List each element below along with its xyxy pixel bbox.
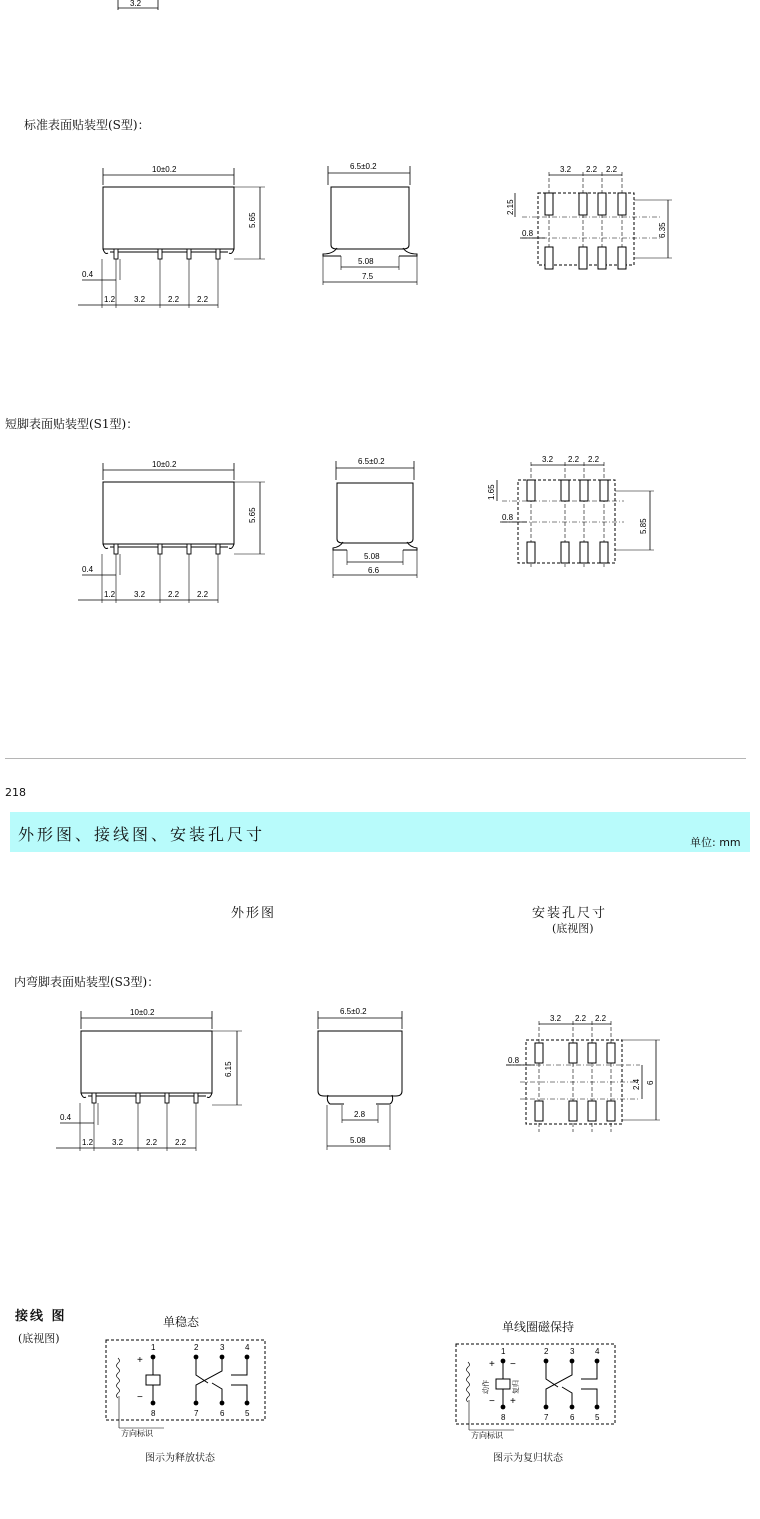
mono-pin-3: 3 (220, 1343, 225, 1352)
latch-pin-7: 7 (544, 1413, 549, 1422)
s1-end-width: 6.5±0.2 (358, 457, 385, 466)
s3-end-inner: 2.8 (354, 1110, 366, 1119)
s3-pad-pitch-3: 2.2 (595, 1014, 607, 1023)
s3-end-width: 6.5±0.2 (340, 1007, 367, 1016)
s1-side-width: 10±0.2 (152, 460, 177, 469)
s3-type-pad-layout (500, 1010, 670, 1135)
latch-pin-4: 4 (595, 1347, 600, 1356)
mounting-subheader: (底视图) (552, 922, 594, 935)
mono-title: 单稳态 (163, 1315, 200, 1329)
latch-marker: 方向标识 (471, 1431, 503, 1440)
s1-pad-height: 1.65 (487, 484, 496, 500)
latch-wiring-diagram (454, 1342, 619, 1442)
latch-minus-top: − (510, 1359, 516, 1370)
outline-header: 外形图 (231, 906, 277, 921)
s-side-pinw: 0.4 (82, 270, 94, 279)
s1-pad-pitch-3: 2.2 (588, 455, 600, 464)
s3-pad-outer-gap: 6 (646, 1080, 655, 1085)
mono-plus: + (137, 1355, 143, 1366)
latch-act: 动作 (483, 1380, 490, 1394)
s-pad-pitch-2: 2.2 (586, 165, 598, 174)
page-divider (5, 758, 746, 759)
s1-side-dim-1: 1.2 (104, 590, 116, 599)
s1-side-dim-2: 3.2 (134, 590, 146, 599)
mono-wiring-diagram (104, 1338, 269, 1438)
s1-end-inner: 5.08 (364, 552, 380, 561)
latch-pin-2: 2 (544, 1347, 549, 1356)
s3-side-dim-4: 2.2 (175, 1138, 187, 1147)
s3-pad-pitch-2: 2.2 (575, 1014, 587, 1023)
s1-side-dim-4: 2.2 (197, 590, 209, 599)
s1-pad-pitch-1: 3.2 (542, 455, 554, 464)
s3-type-label: 内弯脚表面贴装型(S3型)： (14, 975, 160, 989)
banner-title: 外形图、接线图、安装孔尺寸 (18, 825, 266, 844)
s1-type-pad-layout (484, 452, 664, 572)
s1-pad-rowspan: 5.85 (639, 518, 648, 534)
s1-type-side-view (70, 455, 270, 615)
mono-minus: − (137, 1392, 143, 1403)
mounting-header: 安装孔尺寸 (532, 906, 608, 921)
wiring-subtitle: (底视图) (18, 1332, 60, 1345)
s1-pad-width: 0.8 (502, 513, 514, 522)
top-fragment-label: 3.2 (130, 0, 142, 8)
s3-pad-pitch-1: 3.2 (550, 1014, 562, 1023)
s1-side-height: 5.65 (248, 507, 257, 523)
s1-type-label: 短脚表面贴装型(S1型)： (5, 417, 139, 431)
page-number: 218 (5, 786, 26, 799)
s3-side-dim-3: 2.2 (146, 1138, 158, 1147)
s3-pad-width: 0.8 (508, 1056, 520, 1065)
mono-caption: 图示为释放状态 (145, 1453, 215, 1464)
s-pad-rowspan: 6.35 (658, 222, 667, 238)
s-pad-pitch-1: 3.2 (560, 165, 572, 174)
s-side-dim-1: 1.2 (104, 295, 116, 304)
s-end-width: 6.5±0.2 (350, 162, 377, 171)
mono-pin-7: 7 (194, 1409, 199, 1418)
latch-pin-5: 5 (595, 1413, 600, 1422)
s3-pad-inner-gap: 2.4 (632, 1078, 641, 1090)
s3-side-pinw: 0.4 (60, 1113, 72, 1122)
s-pad-pitch-3: 2.2 (606, 165, 618, 174)
s3-side-width: 10±0.2 (130, 1008, 155, 1017)
latch-pin-3: 3 (570, 1347, 575, 1356)
s1-end-outer: 6.6 (368, 566, 380, 575)
mono-pin-1: 1 (151, 1343, 156, 1352)
s3-side-dim-1: 1.2 (82, 1138, 94, 1147)
latch-title: 单线圈磁保持 (502, 1320, 575, 1334)
latch-plus-top: + (489, 1359, 495, 1370)
latch-caption: 图示为复归状态 (493, 1453, 563, 1464)
wiring-title: 接线 图 (15, 1309, 67, 1324)
s-type-pad-layout (502, 160, 682, 280)
s1-type-end-view (326, 455, 426, 585)
s-end-inner: 5.08 (358, 257, 374, 266)
mono-pin-5: 5 (245, 1409, 250, 1418)
s-side-dim-2: 3.2 (134, 295, 146, 304)
latch-plus-bottom: + (510, 1396, 516, 1407)
s-type-side-view (70, 160, 270, 320)
s-type-label: 标准表面贴装型(S型)： (24, 118, 150, 132)
unit-label: 单位: mm (690, 836, 741, 849)
s-end-outer: 7.5 (362, 272, 374, 281)
latch-pin-8: 8 (501, 1413, 506, 1422)
s1-pad-pitch-2: 2.2 (568, 455, 580, 464)
mono-pin-2: 2 (194, 1343, 199, 1352)
s-pad-height: 2.15 (506, 199, 515, 215)
latch-pin-6: 6 (570, 1413, 575, 1422)
latch-minus-bottom: − (489, 1396, 495, 1407)
s-pad-width: 0.8 (522, 229, 534, 238)
s1-side-pinw: 0.4 (82, 565, 94, 574)
top-fragment-dimension (110, 0, 190, 12)
s3-side-dim-2: 3.2 (112, 1138, 124, 1147)
s-side-dim-3: 2.2 (168, 295, 180, 304)
mono-pin-8: 8 (151, 1409, 156, 1418)
s3-side-height: 6.15 (224, 1061, 233, 1077)
latch-pin-1: 1 (501, 1347, 506, 1356)
s-side-dim-4: 2.2 (197, 295, 209, 304)
s3-type-side-view (48, 1005, 248, 1165)
s-side-height: 5.65 (248, 212, 257, 228)
s3-type-end-view (310, 1005, 410, 1155)
mono-marker: 方向标识 (121, 1429, 153, 1438)
s-type-end-view (318, 160, 428, 290)
mono-pin-4: 4 (245, 1343, 250, 1352)
s1-side-dim-3: 2.2 (168, 590, 180, 599)
s3-end-outer: 5.08 (350, 1136, 366, 1145)
latch-reset: 复归 (513, 1380, 520, 1394)
mono-pin-6: 6 (220, 1409, 225, 1418)
s-side-width: 10±0.2 (152, 165, 177, 174)
